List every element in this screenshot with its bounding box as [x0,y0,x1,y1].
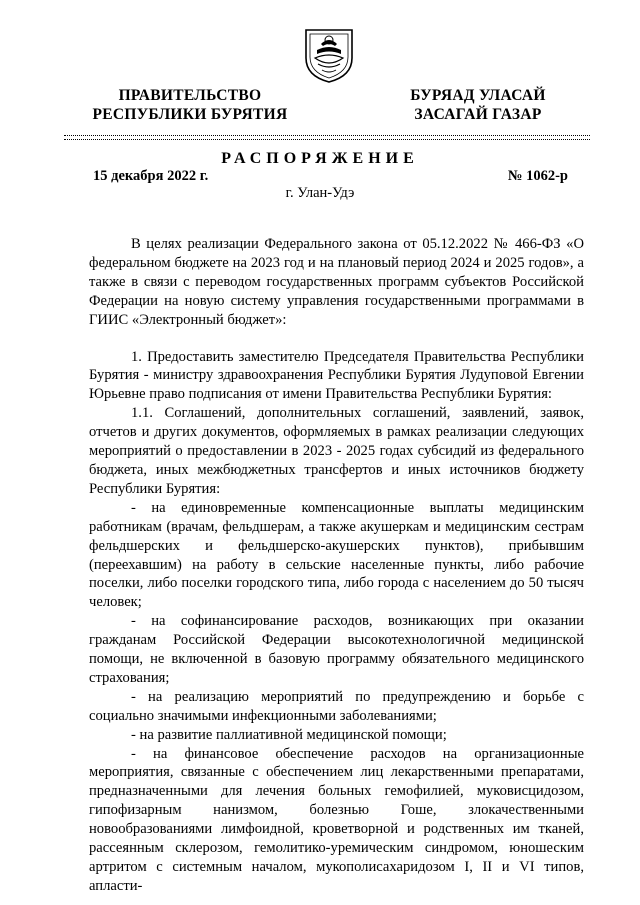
coat-of-arms-emblem [302,24,356,84]
header-left [75,86,305,124]
paragraph-list-item: - на развитие паллиативной медицинской помощи; [131,726,447,743]
paragraph-list-item: - на единовременные компенсационные выплаты медицинским работникам (врачам, фельдшерам, а также акушеркам и медицинским сестрам фельдшерских и фельдшерско-акушерских пунктов), прибывшим (переехавшим) на работу в сельские населенные пункты, либо рабочие поселки, либо поселки городского типа, либо города с населением до 50 тысяч человек; [89,499,584,611]
header-right-line2: ЗАСАГАЙ ГАЗАР [414,106,542,123]
document-city: г. Улан-Удэ [285,185,355,201]
header-left-line2: РЕСПУБЛИКИ БУРЯТИЯ [92,106,288,123]
paragraph-list-item: - на реализацию мероприятий по предупреждению и борьбе с социально значимыми инфекционными заболеваниями; [89,688,584,724]
header-divider-second [64,139,590,140]
paragraph-list-item: - на софинансирование расходов, возникающих при оказании гражданам Российской Федерации высокотехнологичной медицинской помощи, не включенной в базовую программу обязательного медицинского страхования; [89,613,584,686]
header-right [393,86,563,124]
paragraph-item-1: 1. Предоставить заместителю Председателя Правительства Республики Бурятия - министру здравоохранения Республики Бурятия Лудуповой Евгении Юрьевне право подписания от имени Правительства Республики Бурятия: [89,348,584,403]
header-right-line1: БУРЯАД УЛАСАЙ [410,87,546,104]
paragraph-list-item: - на финансовое обеспечение расходов на организационные мероприятия, связанные с обеспечением лиц лекарственными препаратами, предназначенными для лечения больных гемофилией, муковисцидозом, гипофизарным нанизмом, болезнью Гоше, злокачественными новообразованиями лимфоидной, кроветворной и родственных им тканей, рассеянным склерозом, гемолитико-уремическим синдромом, юношеским артритом с системным началом, мукополисахаридозом I, II и VI типов, апласти- [89,745,584,894]
document-number: № 1062-р [507,168,568,184]
document-body [89,235,584,896]
paragraph-preamble: В целях реализации Федерального закона от 05.12.2022 № 466-ФЗ «О федеральном бюджете на 2023 год и на плановый период 2024 и 2025 годов», а также в связи с переводом государственных программ субъектов Российской Федерации на новую систему управления государственными программами в ГИИС «Электронный бюджет»: [89,236,584,328]
document-title: РАСПОРЯЖЕНИЕ [221,150,419,167]
header-divider [64,135,590,136]
paragraph-item-1-1: 1.1. Соглашений, дополнительных соглашений, заявлений, заявок, отчетов и других документов, оформляемых в рамках реализации следующих мероприятий о предоставлении в 2023 - 2025 годах субсидий из федерального бюджета, иных межбюджетных трансфертов и иных источников бюджету Республики Бурятия: [89,405,584,497]
header-left-line1: ПРАВИТЕЛЬСТВО [118,87,262,104]
document-date: 15 декабря 2022 г. [93,168,209,184]
